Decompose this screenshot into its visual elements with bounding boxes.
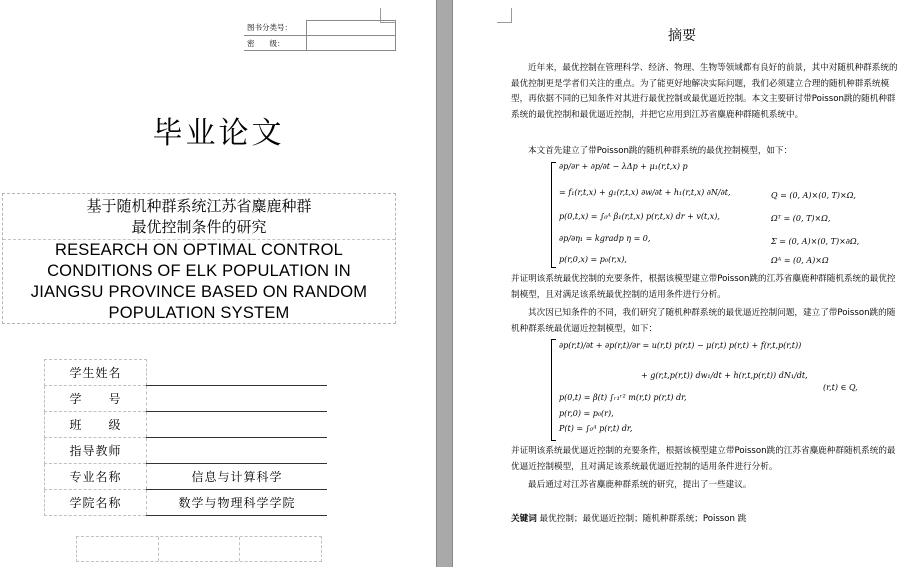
formula-1-row-1: ∂p/∂r + ∂p/∂t − λΔp + μ₁(r,t,x) p — [559, 162, 688, 171]
chinese-title-line-1: 基于随机种群系统江苏省麋鹿种群 — [86, 197, 312, 215]
formula-1-row-5-domain: Ωᴬ = (0, A)×Ω — [771, 256, 829, 265]
info-row — [45, 412, 328, 438]
student-name-field[interactable] — [147, 360, 328, 386]
formula-brace — [551, 339, 556, 441]
abstract-title: 摘要 — [668, 28, 696, 44]
formula-2-row-1: ∂p(r,t)/∂t + ∂p(r,t)/∂r = u(r,t) p(r,t) − μ(r,t) p(r,t) + f(r,t,p(r,t)) — [559, 341, 802, 350]
info-label: 学生姓名 — [45, 360, 147, 386]
abstract-paragraph-5: 并证明该系统最优逼近控制的充要条件，根据该模型建立带Poisson跳的江苏省麋鹿种群随机系统的最优逼近控制模型，且对满足该系统最优逼近控制的适用条件进行分析。 — [511, 446, 896, 472]
abstract-page — [452, 0, 910, 567]
student-info-table — [44, 359, 327, 516]
security-value[interactable] — [307, 36, 396, 51]
formula-1-row-4-domain: Σ = (0, A)×(0, T)×∂Ω, — [771, 237, 860, 246]
formula-optimal-approximation — [551, 337, 901, 441]
security-label: 密 级： — [244, 36, 307, 51]
info-label: 专业名称 — [45, 464, 147, 490]
keywords-line — [511, 512, 746, 524]
page-corner-mark — [497, 8, 512, 23]
chinese-title-line-2: 最优控制条件的研究 — [131, 218, 267, 236]
formula-2-row-4: p(r,0) = p₀(r), — [559, 409, 614, 418]
abstract-paragraph-2: 本文首先建立了带Poisson跳的随机种群系统的最优控制模型，如下： — [528, 146, 793, 156]
info-row — [45, 360, 328, 386]
college-field[interactable]: 数学与物理科学学院 — [147, 490, 328, 516]
formula-brace — [551, 162, 556, 268]
english-title-line-2: CONDITIONS OF ELK POPULATION IN — [47, 262, 351, 280]
class-field[interactable] — [147, 412, 328, 438]
keywords-label: 关键词 — [511, 514, 537, 524]
info-label: 指导教师 — [45, 438, 147, 464]
formula-1-row-3-domain: Ωᵀ = (0, T)×Ω, — [771, 214, 831, 223]
formula-optimal-control — [551, 160, 901, 270]
formula-1-row-4: ∂p/∂η₁ = kgradp η = 0, — [559, 234, 651, 243]
formula-1-row-2-domain: Q = (0, A)×(0, T)×Ω, — [771, 191, 856, 200]
english-title-line-1: RESEARCH ON OPTIMAL CONTROL — [54, 241, 344, 259]
date-cell[interactable] — [240, 537, 321, 561]
info-row — [45, 438, 328, 464]
classification-value[interactable] — [307, 21, 396, 36]
thesis-main-title: 毕业论文 — [152, 116, 285, 151]
chinese-title — [3, 196, 395, 238]
formula-2-row-5: P(t) = ∫₀ᴬ p(r,t) dr, — [559, 424, 633, 433]
info-row — [45, 464, 328, 490]
date-box — [76, 536, 322, 562]
student-id-field[interactable] — [147, 386, 328, 412]
cover-page — [0, 0, 437, 567]
major-field[interactable]: 信息与计算科学 — [147, 464, 328, 490]
formula-1-row-5: p(r,0,x) = p₀(r,x), — [559, 255, 627, 264]
info-label: 学院名称 — [45, 490, 147, 516]
english-title — [3, 240, 395, 324]
info-row — [45, 490, 328, 516]
formula-1-row-2: = f₁(r,t,x) + g₁(r,t,x) ∂w/∂t + h₁(r,t,x) ∂N/∂t, — [559, 188, 731, 197]
formula-2-row-2: + g(r,t,p(r,t)) dw₁/dt + h(r,t,p(r,t)) dN₁/dt, — [641, 371, 808, 380]
english-title-line-3: JIANGSU PROVINCE BASED ON RANDOM — [30, 283, 368, 301]
abstract-paragraph-4: 其次因已知条件的不同，我们研究了随机种群系统的最优逼近控制问题，建立了带Poisson跳的随机种群系统最优逼近控制模型，如下： — [511, 308, 896, 334]
thesis-title-box — [2, 193, 396, 324]
info-label: 班 级 — [45, 412, 147, 438]
info-row — [45, 386, 328, 412]
formula-1-row-3: p(0,t,x) = ∫₀ᴬ β₁(r,t,x) p(r,t,x) dr + v(t,x), — [559, 212, 720, 221]
keywords-text: 最优控制；最优逼近控制；随机种群系统；Poisson 跳 — [539, 514, 747, 524]
classification-table — [244, 20, 396, 51]
abstract-paragraph-1: 近年来，最优控制在管理科学、经济、物理、生物等领域都有良好的前景，其中对随机种群系统的最优控制更是学者们关注的重点。为了能更好地解决实际问题，我们必须建立合理的随机种群系统模型，再依据不同的已知条件对其进行最优控制或最优逼近控制。本文主要研讨带Poisson跳的随机种群系统的最优控制和最优逼近控制，并把它应用到江苏省麋鹿种群随机系统中。 — [511, 63, 898, 120]
formula-2-row-2-domain: (r,t) ∈ Q, — [823, 383, 858, 392]
classification-label: 图书分类号： — [244, 21, 307, 36]
date-cell[interactable] — [159, 537, 241, 561]
formula-2-row-3: p(0,t) = β(t) ∫ᵣ₁ʳ² m(r,t) p(r,t) dr, — [559, 393, 687, 402]
advisor-field[interactable] — [147, 438, 328, 464]
abstract-paragraph-6: 最后通过对江苏省麋鹿种群系统的研究，提出了一些建议。 — [528, 480, 752, 490]
abstract-paragraph-3: 并证明该系统最优控制的充要条件，根据该模型建立带Poisson跳的江苏省麋鹿种群随机系统的最优控制模型，且对满足该系统最优控制的适用条件进行分析。 — [511, 274, 896, 300]
english-title-line-4: POPULATION SYSTEM — [108, 304, 290, 322]
info-label: 学 号 — [45, 386, 147, 412]
date-cell[interactable] — [77, 537, 159, 561]
